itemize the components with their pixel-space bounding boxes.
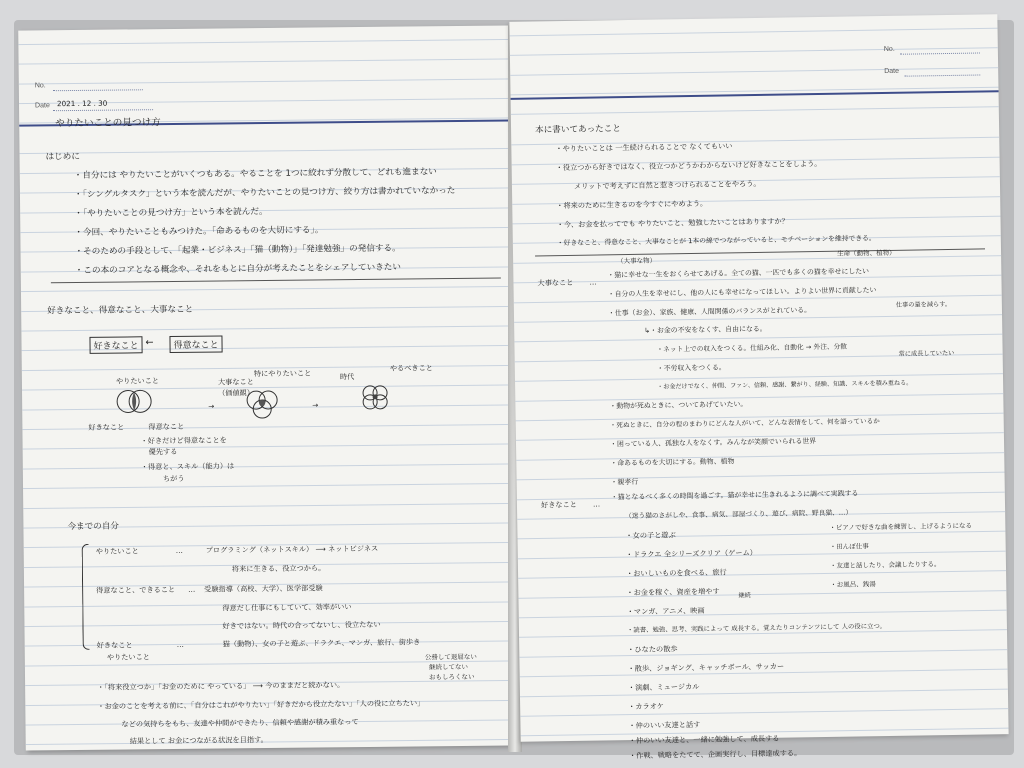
- daiji-line-4: ↳・お金の不安をなくす、自由になる。: [644, 324, 767, 335]
- suki-item-13: ・作戦、戦略をたてて、企画実行し、目標達成する。: [628, 748, 802, 761]
- page-title: やりたいことの見つけ方: [55, 117, 161, 130]
- venn3-label-1: 時代: [339, 372, 355, 382]
- note-top-1: 公務して退屈ない: [424, 652, 477, 662]
- suki-item-5: ・マンガ、アニメ、映画: [626, 605, 705, 617]
- row2-dots: …: [188, 584, 196, 594]
- suki-item-12: ・仲のいい友達と、一緒に勉強して、成長する: [628, 733, 780, 746]
- right-no-label: No.: [883, 45, 895, 53]
- book-note-5: ・今、お金を払ってでも やりたいこと、勉強したいことはありますか？: [556, 216, 789, 230]
- right-header-rule: [511, 90, 999, 100]
- row3-dots: …: [176, 639, 184, 649]
- suki-label: 好きなこと: [540, 499, 577, 510]
- venn2-label-1: 大事なこと: [217, 377, 254, 387]
- venn2-label-3: 特にやりたいこと: [253, 368, 312, 379]
- box-suki: 好きなこと: [89, 336, 142, 354]
- row2-label: 得意なこと、できること: [96, 584, 176, 595]
- suki-right-3: ・友達と話したり、会議したりする。: [829, 560, 941, 570]
- section2-heading: 好きなこと、得意なこと、大事なこと: [47, 304, 194, 317]
- venn1-left-label: 好きなこと: [88, 422, 125, 432]
- suki-right-4: ・お風呂、銭湯: [830, 580, 876, 589]
- venn-diagram-3: [356, 381, 396, 415]
- daiji-line-7: ・お金だけでなく、仲間、ファン、信頼、感謝、繋がり、経験、知識、スキルを積み重ねる。: [657, 379, 913, 391]
- note-top-2: 継続してない: [428, 662, 468, 672]
- intro-heading: はじめに: [45, 151, 81, 163]
- row1-value: プログラミング（ネットスキル） ⟶ ネットビジネス: [205, 543, 379, 555]
- suki-item-6: ・読書、勉強、思考、実践によって 成長する。覚えたりコンテンツにして 人の役に立つ。: [626, 622, 887, 635]
- row1-label: やりたいこと: [95, 546, 139, 556]
- row1-sub: 将来に生きる、役立つから。: [231, 563, 326, 574]
- row3-label-2: やりたいこと: [106, 652, 150, 662]
- book-note-3: メリットで考えずに自然と惹きつけられることをやろう。: [573, 178, 761, 191]
- intro-line-2: ・「シングルタスク」という本を読んだが、やりたいことの見つけ方、絞り方は書かれていなかった: [73, 186, 456, 201]
- intro-line-1: ・自分には やりたいことがいくつもある。やることを 1つに絞れず分散して、どれも進まない: [73, 167, 437, 182]
- venn1-top-label: やりたいこと: [115, 376, 160, 386]
- venn-diagram-1: [112, 387, 162, 418]
- suki-line-1b: （迷う猫のさがしや、食事、病気、部屋づくり、遊び、病院、野良猫、…）: [625, 508, 853, 521]
- row3-label: 好きなこと: [96, 640, 133, 650]
- suki-item-9: ・演劇、ミュージカル: [627, 681, 700, 693]
- daiji-line-10: ・困っている人、孤独な人をなくす。みんなが笑顔でいられる世界: [609, 437, 817, 449]
- venn3-label-2: やるべきこと: [389, 363, 433, 373]
- box-tokui: 得意なこと: [169, 335, 222, 353]
- venn1-note-3: ・得意と、スキル（能力）は: [140, 461, 235, 472]
- intro-line-5: ・そのための手段として、「起業・ビジネス」「猫（動物）」「発達勉強」の発信する。: [74, 243, 401, 258]
- daiji-line-9: ・死ぬときに、自分の程のまわりにどんな人がいて、どんな表情をして、何を語っているか: [609, 417, 880, 430]
- no-label: No.: [34, 82, 46, 90]
- section-separator: [51, 278, 501, 284]
- venn1-note-1: ・好きだけど得意なことを: [140, 435, 227, 446]
- intro-line-6: ・この本のコアとなる概念や、それをもとに自分が考えたことをシェアしていきたい: [74, 262, 402, 277]
- suki-item-7: ・ひなたの散歩: [627, 644, 678, 655]
- daiji-label: 大事なこと: [537, 277, 574, 288]
- flow-arrow-1: →: [208, 401, 215, 411]
- daiji-line-2: ・自分の人生を幸せにし、他の人にも幸せになってほしい。よりよい世界に貢献したい: [607, 286, 877, 299]
- right-date-label: Date: [884, 67, 900, 75]
- intro-line-4: ・今回、やりたいこともみつけた。「命あるものを大切にする」。: [74, 225, 324, 239]
- daiji-line-5: ・ネット上での収入をつくる。仕組み化、自動化 → 外注、分散: [656, 342, 848, 354]
- right-separator: [535, 248, 985, 256]
- book-note-2: ・役立つから好きではなく、役立つかどうかわからないけど好きなことをしよう。: [555, 158, 822, 173]
- suki-item-1: ・女の子と遊ぶ: [625, 530, 676, 541]
- daiji-line-6: ・不労収入をつくる。: [656, 363, 726, 373]
- suki-item-3: ・おいしいものを食べる、旅行: [625, 567, 727, 579]
- daiji-line-12: ・親孝行: [610, 477, 639, 487]
- no-field-line: [53, 89, 143, 91]
- suki-item-11: ・仲のいい友達と話す: [628, 719, 701, 731]
- date-value: 2021 . 12 . 30: [56, 98, 108, 109]
- box-arrow: ←: [145, 337, 154, 349]
- venn2-label-2: （価値観）: [218, 388, 255, 398]
- daiji-line-1: ・猫に幸せな一生をおくらせてあげる。全ての猫、一匹でも多くの猫を幸せにしたい: [607, 267, 870, 280]
- row2-sub-2: 好きではない。時代の合ってないし、役立たない: [222, 619, 381, 631]
- suki-right-1: ・ピアノで好きな曲を練習し、上げるようになる: [829, 521, 973, 532]
- section3-brace: [82, 544, 90, 650]
- venn1-note-2: 優先する: [148, 446, 178, 457]
- note-seichou: 常に成長していたい: [898, 349, 955, 358]
- suki-item-4: ・お金を稼ぐ、資産を増やす: [626, 586, 720, 598]
- note-keizoku: 継続: [738, 592, 751, 600]
- row3-value: 猫（動物）、女の子と遊ぶ、ドラクエ、マンガ、旅行、街歩き: [222, 637, 421, 649]
- conclusion-line-3: などの気持ちをもち、友達や仲間ができたり、信頼や感謝が積み重なって: [121, 717, 359, 729]
- notebook-left-page: [18, 25, 516, 750]
- book-note-4: ・将来のために生きるのを今すぐにやめよう。: [556, 198, 708, 211]
- conclusion-line-2: ・お金のことを考える前に、「自分はこれがやりたい」「好きだから役立たない」「人の役に立ちたい」: [97, 698, 425, 711]
- flow-arrow-2: →: [312, 400, 319, 410]
- suki-right-2: ・田んぼ仕事: [829, 542, 869, 551]
- right-no-field-line: [900, 52, 980, 54]
- conclusion-line-4: 結果として お金につながる状況を目指す。: [129, 735, 268, 746]
- book-note-1: ・やりたいことは 一生続けられることで なくてもいい: [555, 141, 733, 154]
- notebook-right-page: [509, 14, 1008, 761]
- daiji-small-1: （大事な物）: [617, 256, 657, 266]
- venn1-right-label: 得意なこと: [148, 421, 185, 432]
- suki-item-10: ・カラオケ: [628, 701, 665, 712]
- suki-dots: …: [592, 499, 601, 509]
- suki-item-8: ・散歩、ジョギング、キャッチボール、サッカー: [627, 661, 785, 674]
- daiji-line-11: ・命あるものを大切にする。動物、植物: [610, 457, 735, 468]
- suki-item-2: ・ドラクエ 全シリーズクリア（ゲーム）: [625, 548, 757, 560]
- row1-dots: …: [175, 545, 183, 555]
- row2-value: 受験指導（高校、大学）、医学部受験: [204, 583, 323, 594]
- book-note-6: ・好きなこと、得意なこと、大事なことが 1本の線でつながっていると、モチベーションを維持できる。: [556, 234, 876, 248]
- daiji-line-3: ・仕事（お金）、家族、健康、人間関係のバランスがとれている。: [607, 306, 812, 318]
- note-shigoto: 仕事の量を減らす。: [895, 300, 952, 309]
- right-date-field-line: [904, 74, 980, 76]
- suki-line-1: ・猫となるべく多くの時間を過ごす。猫が幸せに生きれるように調べて実践する: [610, 489, 859, 502]
- venn-diagram-2: [240, 386, 286, 420]
- row2-sub-1: 得意だし仕事にもしていて、効率がいい: [222, 602, 352, 613]
- section3-heading: 今までの自分: [67, 521, 120, 533]
- daiji-small-2: 生命（動物、植物）: [836, 248, 896, 258]
- intro-line-3: ・「やりたいことの見つけ方」という本を読んだ。: [74, 206, 268, 220]
- venn1-note-4: ちがう: [162, 473, 185, 484]
- date-label: Date: [34, 102, 50, 110]
- daiji-dots: …: [589, 277, 597, 287]
- note-top-3: おもしろくない: [428, 672, 475, 682]
- conclusion-line-1: ・「将来役立つか」「お金のために やっている」 ⟶ 今のままだと続かない。: [97, 680, 345, 692]
- book-notes-heading: 本に書いてあったこと: [535, 124, 622, 136]
- date-field-line: [53, 109, 153, 111]
- daiji-line-8: ・動物が死ぬときに、ついてあげていたい。: [609, 400, 748, 411]
